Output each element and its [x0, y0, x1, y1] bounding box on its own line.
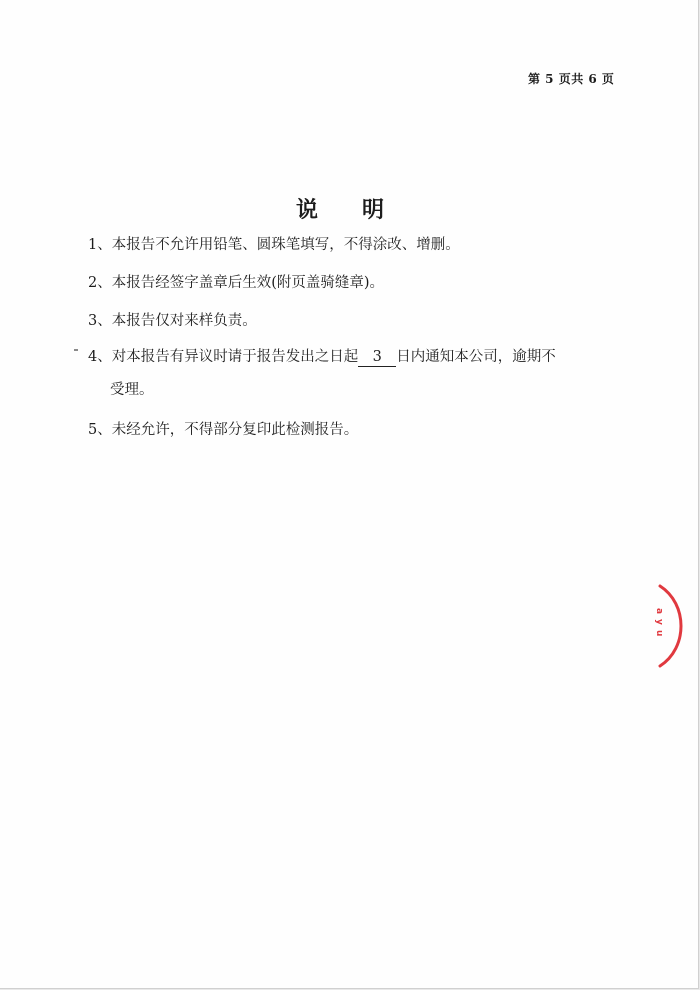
page-number: 第 5 页共 6 页: [528, 72, 615, 86]
objection-days-field: 3: [358, 350, 396, 367]
svg-text:u: u: [654, 630, 664, 637]
title-char-right: 明: [362, 197, 387, 223]
notice-item-1: 1、本报告不允许用铅笔、圆珠笔填写，不得涂改、增删。: [88, 237, 460, 253]
notice-item-4-tail: 日内通知本公司，逾期不: [396, 349, 556, 365]
notice-item-2: 2、本报告经签字盖章后生效(附页盖骑缝章)。: [88, 275, 385, 291]
title-char-left: 说: [296, 197, 321, 223]
svg-text:a: a: [654, 608, 664, 615]
notice-item-4-lead: 4、对本报告有异议时请于报告发出之日起: [88, 349, 359, 365]
notice-item-4: [88, 345, 556, 367]
svg-text:y: y: [654, 619, 664, 625]
notice-item-3: 3、本报告仅对来样负责。: [88, 313, 257, 329]
scan-mark: [74, 349, 78, 351]
notice-item-5: 5、未经允许，不得部分复印此检测报告。: [88, 422, 359, 438]
page-title: [296, 193, 386, 224]
seal-stamp: [648, 582, 688, 670]
notice-item-4-continuation: 受理。: [110, 382, 154, 398]
